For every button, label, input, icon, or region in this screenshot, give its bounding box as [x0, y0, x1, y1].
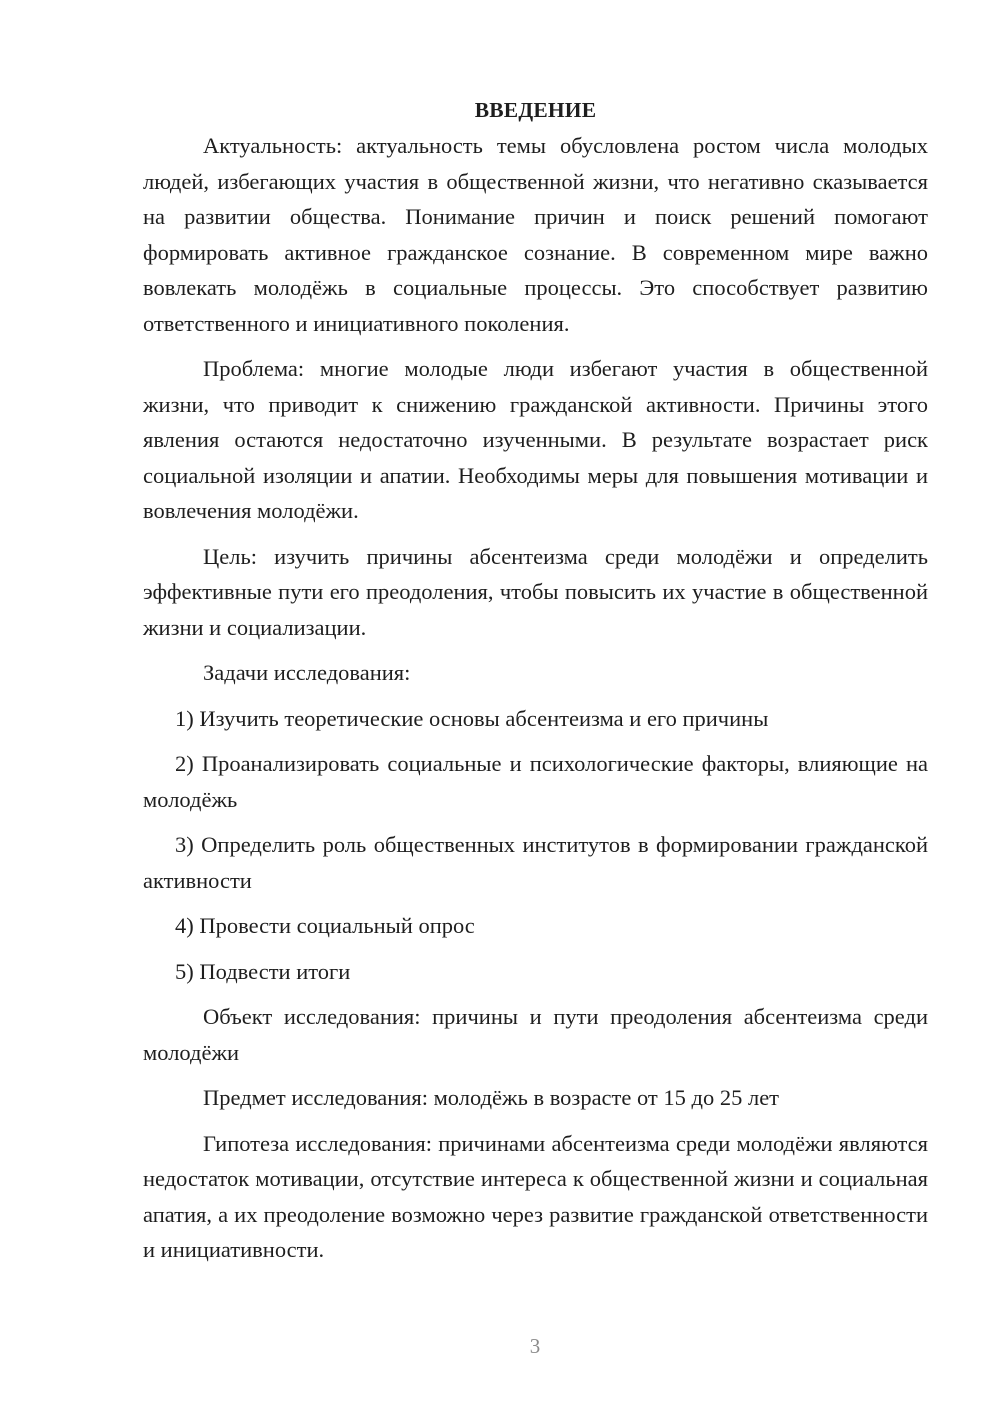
- task-item-3: 3) Определить роль общественных институтов в формировании гражданской активности: [143, 832, 928, 893]
- task-item-4: 4) Провести социальный опрос: [175, 913, 475, 938]
- page-number: 3: [529, 1334, 541, 1358]
- task-item-1: 1) Изучить теоретические основы абсентеизма и его причины: [175, 705, 769, 731]
- goal-paragraph: Цель: изучить причины абсентеизма среди молодёжи и определить эффективные пути его преодоления, чтобы повысить их участие в общественной жизни и социализации.: [143, 543, 928, 640]
- subject-paragraph: Предмет исследования: молодёжь в возрасте от 15 до 25 лет: [203, 1085, 780, 1110]
- hypothesis-paragraph: Гипотеза исследования: причинами абсентеизма среди молодёжи являются недостаток мотивации, отсутствие интереса к общественной жизни и социальная апатия, а их преодоление возможно через развитие гражданской ответственности и инициативности.: [143, 1130, 928, 1262]
- page-content: [143, 93, 928, 1278]
- problem-paragraph: Проблема: многие молодые люди избегают участия в общественной жизни, что приводит к снижению гражданской активности. Причины этого явления остаются недостаточно изученными. В результате возрастает риск социальной изоляции и апатии. Необходимы меры для повышения мотивации и вовлечения молодёжи.: [143, 356, 928, 523]
- tasks-title: Задачи исследования:: [203, 660, 411, 685]
- relevance-paragraph: Актуальность: актуальность темы обусловлена ростом числа молодых людей, избегающих участия в общественной жизни, что негативно сказывается на развитии общества. Понимание причин и поиск решений помогают формировать активное гражданское сознание. В современном мире важно вовлекать молодёжь в социальные процессы. Это способствует развитию ответственного и инициативного поколения.: [143, 133, 928, 336]
- task-item-5: 5) Подвести итоги: [175, 958, 351, 984]
- task-item-2: 2) Проанализировать социальные и психологические факторы, влияющие на молодёжь: [143, 751, 928, 812]
- section-heading: ВВЕДЕНИЕ: [474, 98, 597, 122]
- object-paragraph: Объект исследования: причины и пути преодоления абсентеизма среди молодёжи: [143, 1004, 928, 1065]
